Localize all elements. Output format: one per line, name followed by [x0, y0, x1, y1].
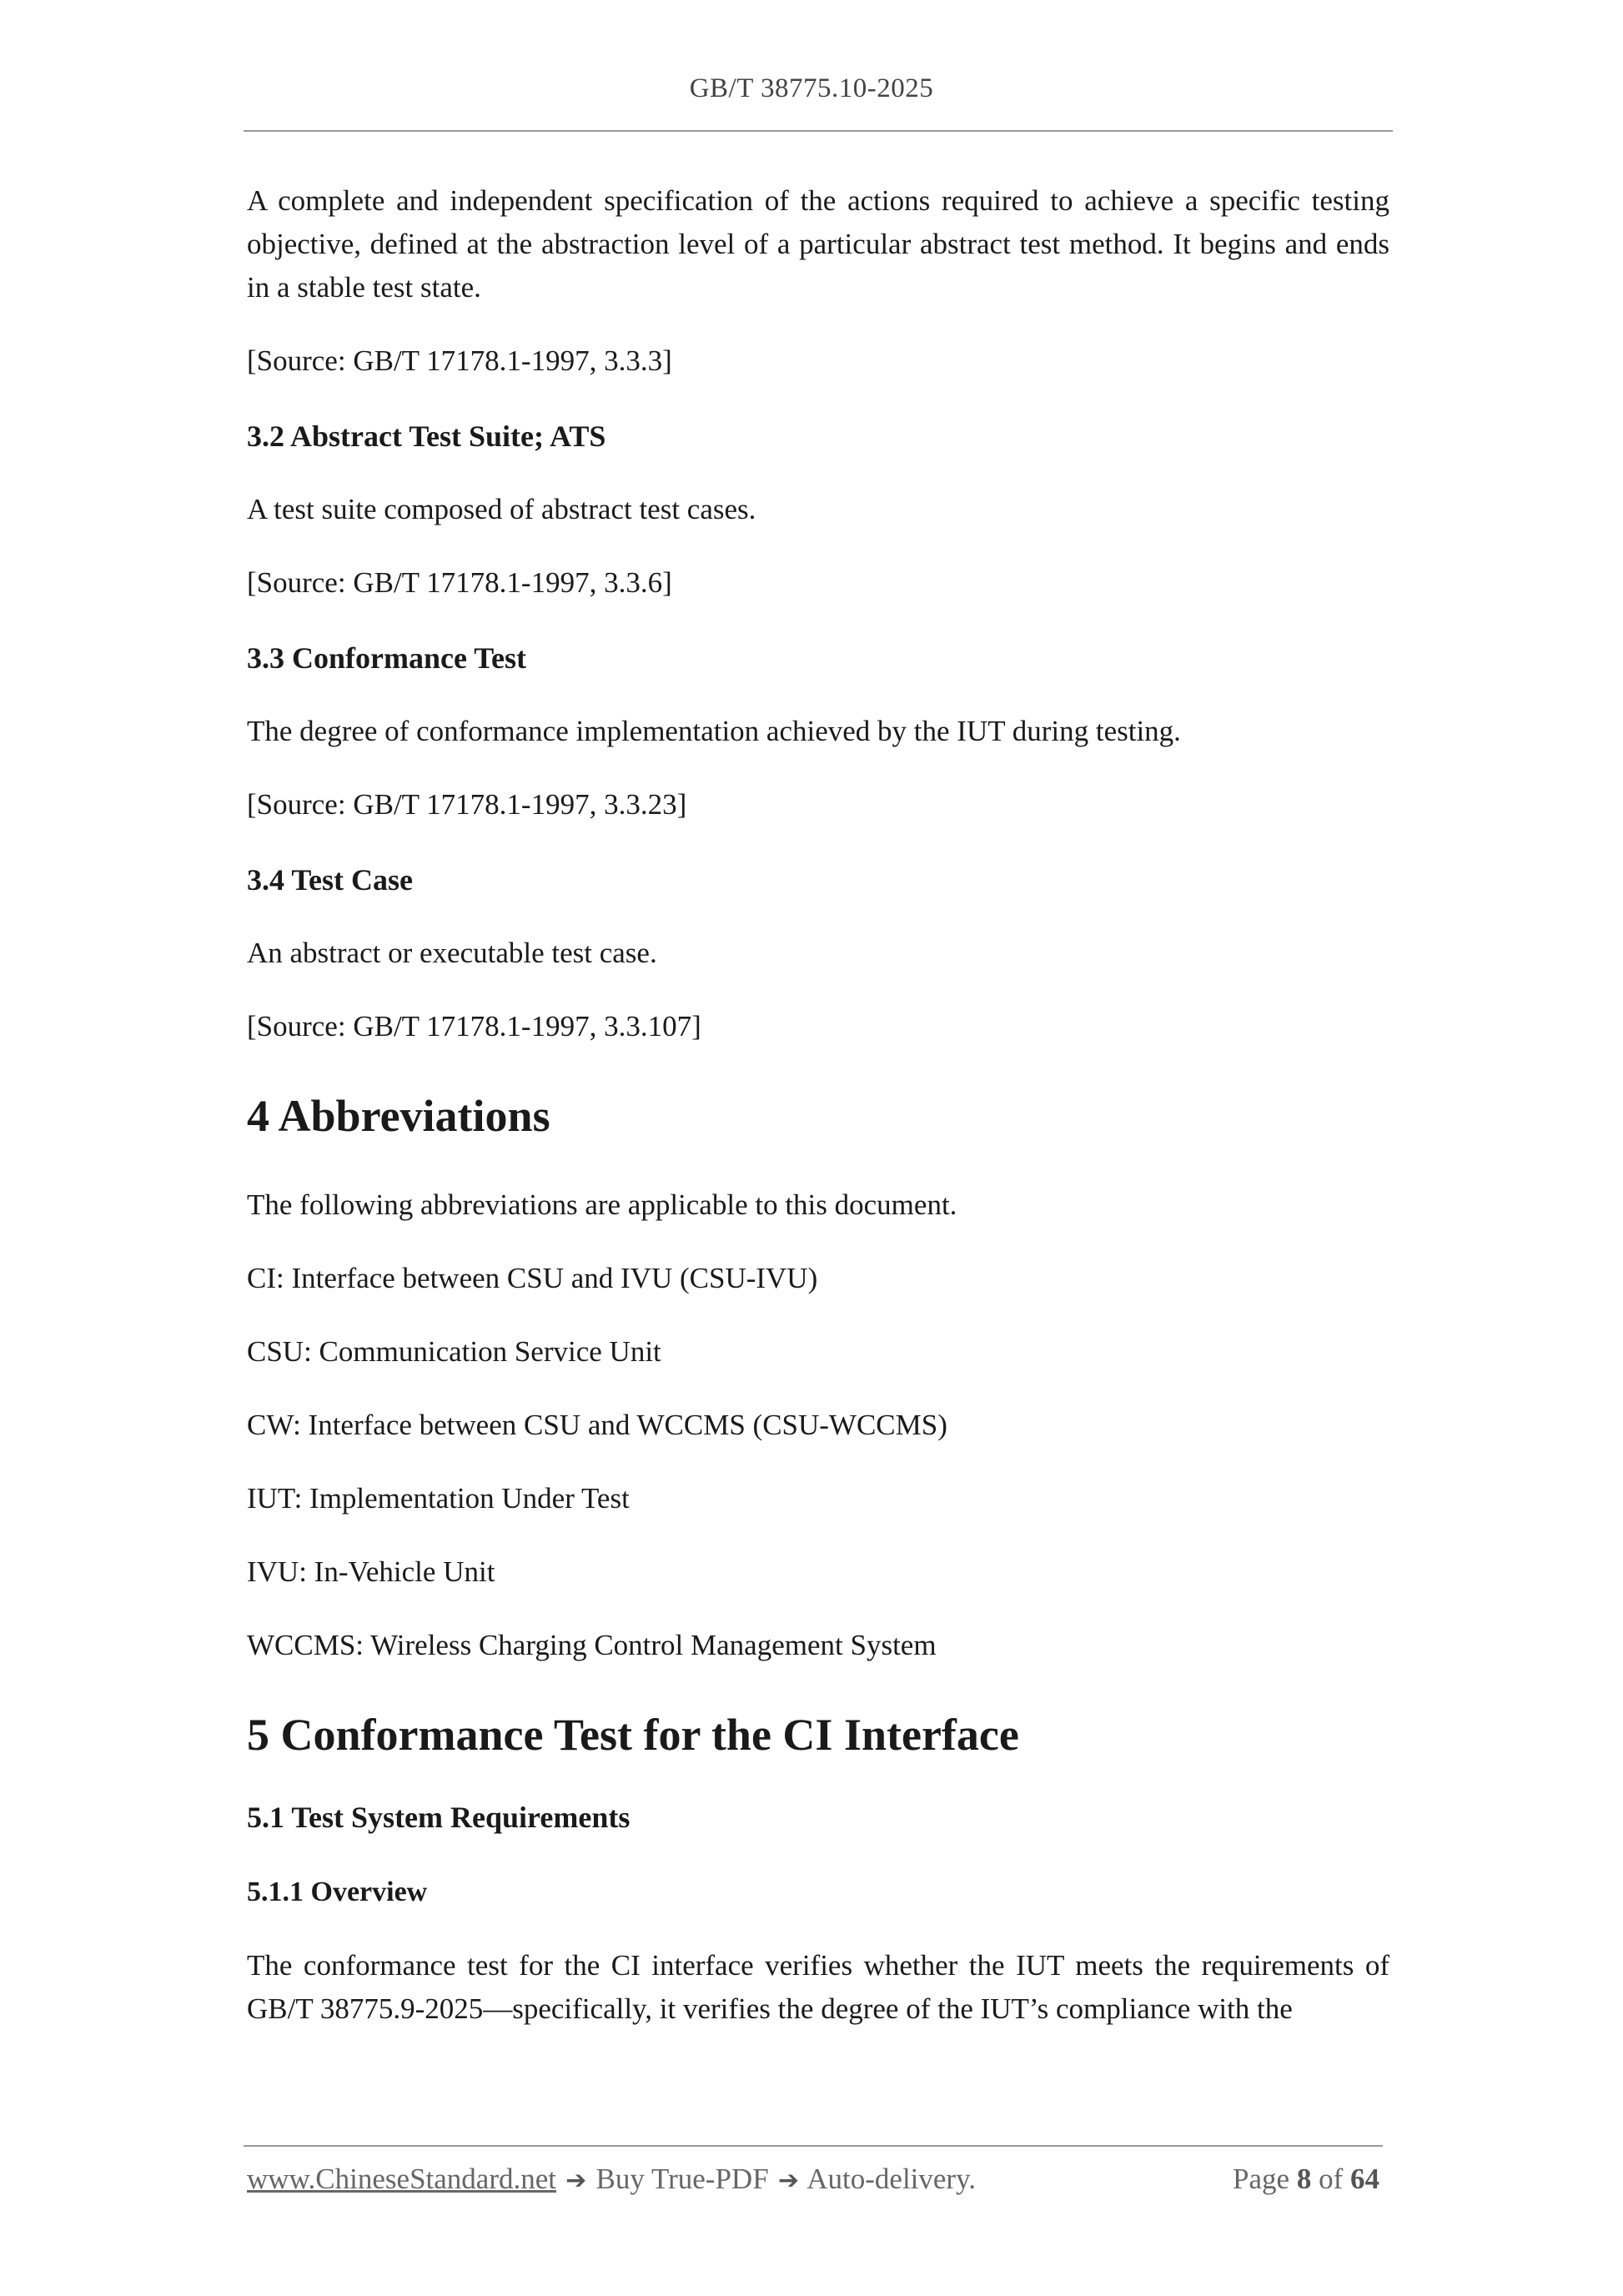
abbreviation-item: WCCMS: Wireless Charging Control Management System [247, 1629, 937, 1661]
section-3-4-heading: 3.4 Test Case [247, 863, 414, 897]
buy-true-pdf-text: Buy True-PDF [595, 2163, 769, 2195]
definition-paragraph: A complete and independent specification of the actions required to achieve a specific testing objective, defined at the abstraction level of a particular abstract test method. It begins and ends in a stable test state. [247, 184, 1389, 304]
section-3-4-source: [Source: GB/T 17178.1-1997, 3.3.107] [247, 1010, 701, 1042]
section-5-1-heading: 5.1 Test System Requirements [247, 1801, 631, 1834]
abbreviation-item: IUT: Implementation Under Test [247, 1482, 630, 1515]
page-indicator [1233, 2163, 1379, 2196]
section-5-1-1-text: The conformance test for the CI interface verifies whether the IUT meets the requirements of GB/T 38775.9-2025—specifically, it verifies the degree of the IUT’s compliance with the [247, 1949, 1389, 2025]
abbreviations-intro: The following abbreviations are applicable to this document. [247, 1188, 957, 1221]
section-3-4-text: An abstract or executable test case. [247, 937, 657, 969]
source-citation: [Source: GB/T 17178.1-1997, 3.3.3] [247, 344, 672, 377]
abbreviation-item: CSU: Communication Service Unit [247, 1335, 661, 1368]
abbreviation-item: CI: Interface between CSU and IVU (CSU-IVU) [247, 1262, 818, 1294]
section-3-2-text: A test suite composed of abstract test cases. [247, 493, 756, 525]
page-current-number: 8 [1296, 2163, 1312, 2195]
section-5-1-1-heading: 5.1.1 Overview [247, 1876, 428, 1907]
footer-promo [247, 2163, 976, 2196]
footer-divider [244, 2145, 1383, 2147]
section-4-heading: 4 Abbreviations [247, 1091, 550, 1141]
header-divider [244, 130, 1393, 132]
section-3-3-source: [Source: GB/T 17178.1-1997, 3.3.23] [247, 788, 687, 821]
section-3-3-heading: 3.3 Conformance Test [247, 641, 526, 675]
arrow-right-icon: ➔ [565, 2166, 587, 2195]
abbreviation-item: IVU: In-Vehicle Unit [247, 1555, 495, 1588]
page-footer [247, 2163, 1379, 2201]
section-3-2-heading: 3.2 Abstract Test Suite; ATS [247, 420, 606, 453]
auto-delivery-text: Auto-delivery. [806, 2163, 977, 2195]
abbreviation-item: CW: Interface between CSU and WCCMS (CSU-WCCMS) [247, 1409, 947, 1441]
page-of-label: of [1319, 2163, 1344, 2195]
page-header: GB/T 38775.10-2025 [689, 73, 934, 103]
section-5-heading: 5 Conformance Test for the CI Interface [247, 1710, 1019, 1760]
page-total-number: 64 [1350, 2163, 1379, 2195]
arrow-right-icon: ➔ [777, 2166, 799, 2195]
website-link[interactable]: www.ChineseStandard.net [247, 2163, 556, 2195]
section-3-2-source: [Source: GB/T 17178.1-1997, 3.3.6] [247, 566, 672, 599]
section-3-3-text: The degree of conformance implementation achieved by the IUT during testing. [247, 715, 1181, 747]
page-label: Page [1233, 2163, 1290, 2195]
document-body [247, 179, 1389, 2031]
